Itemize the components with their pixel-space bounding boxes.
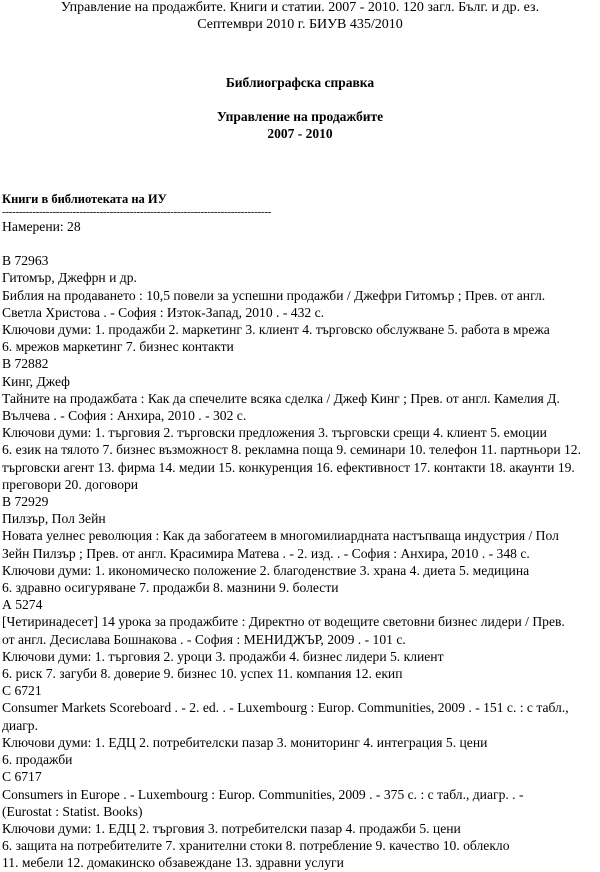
- entry-description-line: Тайните на продажбата : Как да спечелите всяка сделка / Джеф Кинг ; Прев. от англ. Камелия Д.: [2, 390, 560, 406]
- books-section: [2, 192, 598, 872]
- entry-description-line: Вълчева . - София : Анхира, 2010 . - 302 с.: [2, 408, 247, 424]
- entry-description-line: [Четиринадесет] 14 урока за продажбите : Директно от водещите световни бизнес лидери / Прев.: [2, 614, 565, 630]
- entry-shelf-code: В 72882: [2, 356, 49, 372]
- entries-list: [2, 252, 598, 871]
- entry-keywords-line: преговори 20. договори: [2, 476, 139, 492]
- entry-author: Гитомър, Джефрн и др.: [2, 270, 137, 286]
- entry-description-line: Библия на продаването : 10,5 повели за успешни продажби / Джефри Гитомър ; Прев. от англ.: [2, 287, 546, 303]
- entry-keywords-line: Ключови думи: 1. ЕДЦ 2. търговия 3. потребителски пазар 4. продажби 5. цени: [2, 820, 461, 836]
- entry-description-line: от англ. Десислава Бошнакова . - София : МЕНИДЖЪР, 2009 . - 101 с.: [2, 631, 406, 647]
- bibliographic-entry: [2, 493, 598, 596]
- entry-shelf-code: В 72929: [2, 494, 49, 510]
- entry-author: Кинг, Джеф: [2, 373, 70, 389]
- section-heading: Книги в библиотеката на ИУ: [2, 192, 167, 206]
- entry-shelf-code: А 5274: [2, 597, 43, 613]
- header-line-2: Септември 2010 г. БИУВ 435/2010: [197, 17, 403, 32]
- entry-keywords-line: 11. мебели 12. домакинско обзавеждане 13. здравни услуги: [2, 855, 344, 871]
- entry-shelf-code: В 72963: [2, 253, 49, 269]
- entry-author: Пилзър, Пол Зейн: [2, 511, 106, 527]
- bibliographic-entry: [2, 252, 598, 355]
- bibliographic-entry: [2, 596, 598, 682]
- report-years: 2007 - 2010: [267, 126, 333, 141]
- found-count: Намерени: 28: [2, 219, 81, 234]
- report-type-title: Библиографска справка: [225, 75, 375, 90]
- entry-keywords-line: Ключови думи: 1. търговия 2. търговски предложения 3. търговски срещи 4. клиент 5. емоции: [2, 425, 547, 441]
- entry-keywords-line: 6. мрежов маркетинг 7. бизнес контакти: [2, 339, 234, 355]
- entry-shelf-code: С 6717: [2, 769, 42, 785]
- entry-description-line: Consumer Markets Scoreboard . - 2. ed. . - Luxembourg : Europ. Communities, 2009 . - 151 с. : с табл.,: [2, 700, 569, 716]
- entry-description-line: Новата уелнес революция : Как да забогатеем в многомилиардната настъпваща индустрия / Пол: [2, 528, 559, 544]
- header-line-1: Управление на продажбите. Книги и статии. 2007 - 2010. 120 загл. Бълг. и др. ез.: [60, 0, 540, 15]
- entry-keywords-line: Ключови думи: 1. продажби 2. маркетинг 3. клиент 4. търговско обслужване 5. работа в мрежа: [2, 322, 550, 338]
- entry-description-line: диагр.: [2, 717, 38, 733]
- entry-keywords-line: 6. защита на потребителите 7. хранителни стоки 8. потребление 9. качество 10. облекло: [2, 838, 510, 854]
- entry-description-line: Светла Христова . - София : Изток-Запад, 2010 . - 432 с.: [2, 304, 324, 320]
- bibliographic-entry: [2, 768, 598, 871]
- bibliographic-entry: [2, 355, 598, 493]
- entry-keywords-line: Ключови думи: 1. търговия 2. уроци 3. продажби 4. бизнес лидери 5. клиент: [2, 648, 444, 664]
- entry-keywords-line: 6. здравно осигуряване 7. продажби 8. мазнини 9. болести: [2, 580, 339, 596]
- bibliographic-entry: [2, 682, 598, 768]
- entry-keywords-line: Ключови думи: 1. ЕДЦ 2. потребителски пазар 3. мониторинг 4. интеграция 5. цени: [2, 734, 488, 750]
- entry-shelf-code: С 6721: [2, 683, 42, 699]
- report-subject-title: Управление на продажбите: [216, 109, 384, 124]
- entry-keywords-line: 6. риск 7. загуби 8. доверие 9. бизнес 10. успех 11. компания 12. екип: [2, 666, 403, 682]
- entry-keywords-line: Ключови думи: 1. икономическо положение 2. благоденствие 3. храна 4. диета 5. медицина: [2, 562, 530, 578]
- document-header: [0, 0, 600, 33]
- entry-description-line: Зейн Пилзър ; Прев. от англ. Красимира Матева . - 2. изд. . - София : Анхира, 2010 . - 348 с.: [2, 545, 530, 561]
- entry-keywords-line: 6. език на тялото 7. бизнес възможност 8. рекламна поща 9. семинари 10. телефон 11. партньори 12.: [2, 442, 581, 458]
- separator-line: --------------------------------------------------------------------------------: [2, 207, 272, 217]
- entry-description-line: (Eurostat : Statist. Books): [2, 803, 143, 819]
- entry-keywords-line: търговски агент 13. фирма 14. медии 15. конкуренция 16. ефективност 17. контакти 18. акаунти 19.: [2, 459, 575, 475]
- entry-description-line: Consumers in Europe . - Luxembourg : Europ. Communities, 2009 . - 375 с. : с табл., диагр. . -: [2, 786, 524, 802]
- entry-keywords-line: 6. продажби: [2, 752, 73, 768]
